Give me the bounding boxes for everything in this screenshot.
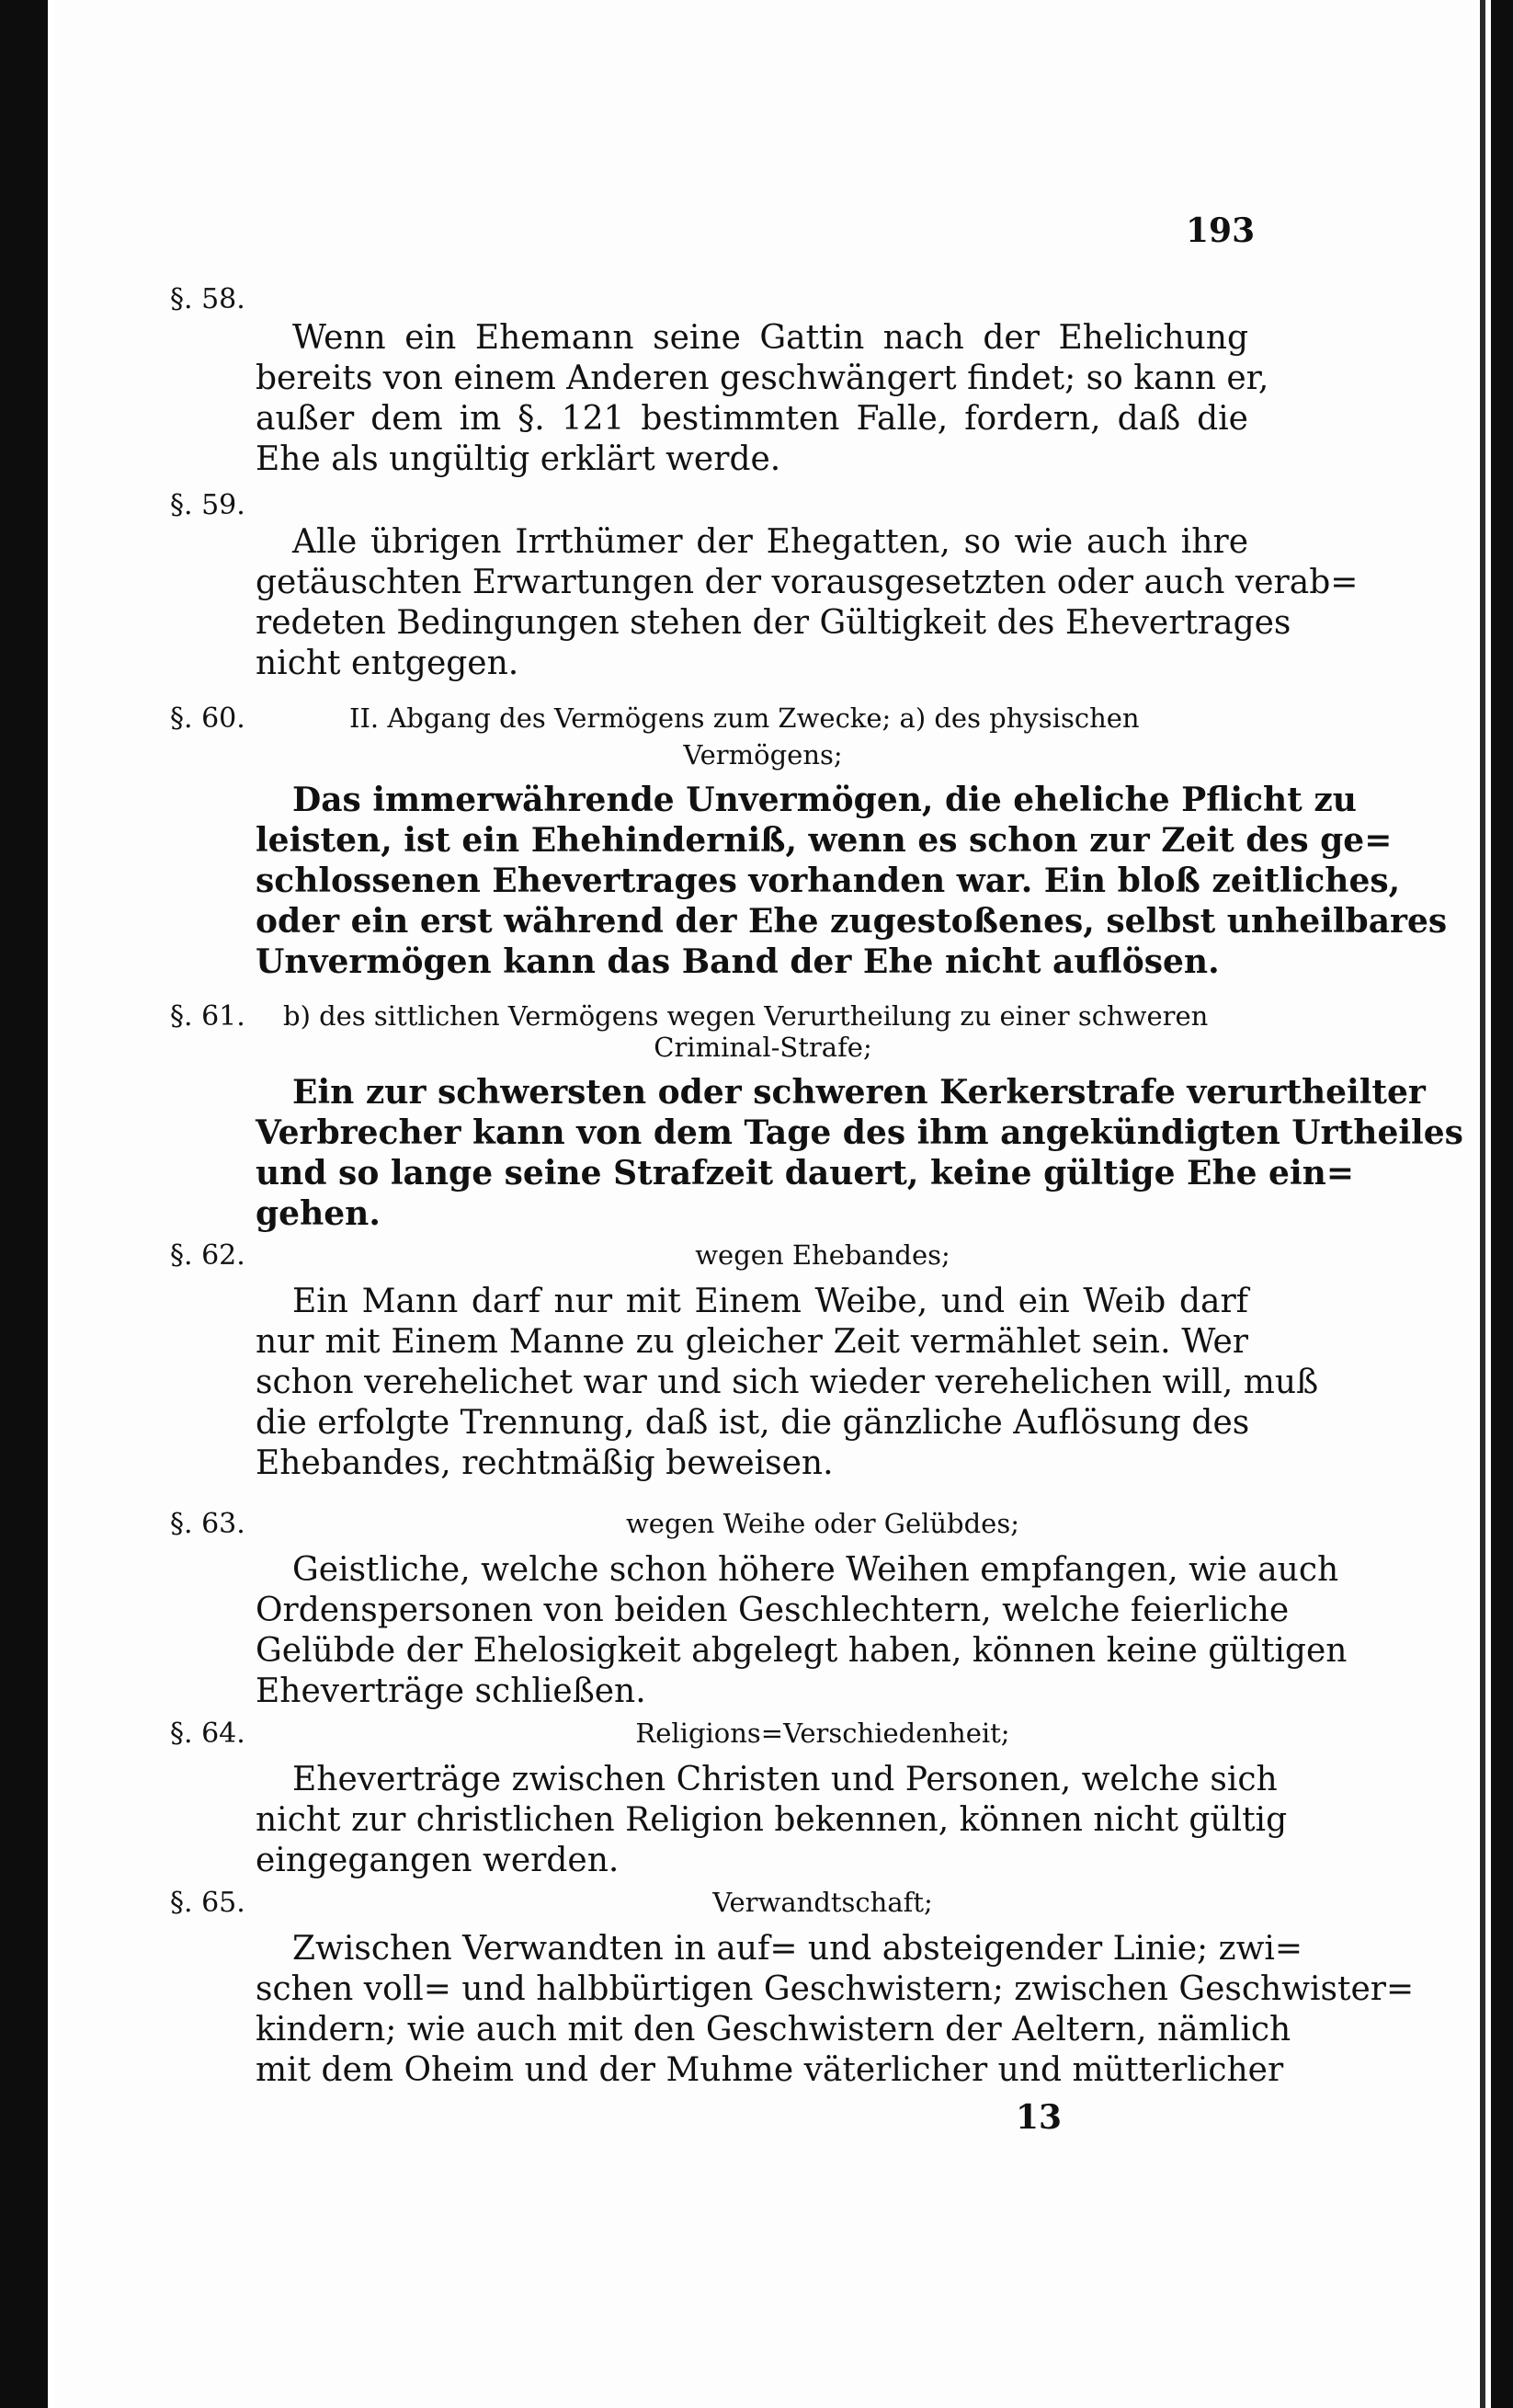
text-line: nicht zur christlichen Religion bekennen, können nicht gültig: [256, 1801, 1288, 1839]
text-line: Ehe als ungültig erklärt werde.: [256, 440, 781, 478]
scan-border-right: [1491, 0, 1513, 2408]
text-line: Alle übrigen Irrthümer der Ehegatten, so wie auch ihre: [292, 523, 1248, 561]
section-heading: II. Abgang des Vermögens zum Zwecke; a) des physischen: [349, 702, 1140, 734]
section-heading: Religions=Verschiedenheit;: [635, 1718, 1010, 1749]
page-number: 193: [1186, 211, 1256, 250]
text-line: bereits von einem Anderen geschwängert findet; so kann er,: [256, 359, 1269, 397]
paragraph-number: §. 63.: [170, 1508, 245, 1540]
paragraph-number: §. 61.: [170, 1000, 245, 1033]
paragraph-number: §. 65.: [170, 1887, 245, 1919]
text-line: Ordenspersonen von beiden Geschlechtern, welche feierliche: [256, 1592, 1290, 1629]
text-line: Wenn ein Ehemann seine Gattin nach der Ehelichung: [292, 319, 1248, 357]
text-line: Zwischen Verwandten in auf= und absteigender Linie; zwi=: [292, 1930, 1303, 1968]
section-heading: wegen Ehebandes;: [695, 1239, 950, 1271]
text-line: kindern; wie auch mit den Geschwistern der Aeltern, nämlich: [256, 2011, 1291, 2049]
text-line: oder ein erst während der Ehe zugestoßenes, selbst unheilbares: [256, 902, 1448, 941]
text-line: nicht entgegen.: [256, 645, 519, 682]
text-line: außer dem im §. 121 bestimmten Falle, fordern, daß die: [256, 400, 1248, 438]
text-line: Eheverträge zwischen Christen und Personen, welche sich: [292, 1761, 1278, 1798]
text-line: eingegangen werden.: [256, 1842, 620, 1879]
section-heading: wegen Weihe oder Gelübdes;: [625, 1508, 1020, 1539]
text-line: schon verehelichet war und sich wieder verehelichen will, muß: [256, 1364, 1319, 1401]
text-line: leisten, ist ein Ehehinderniß, wenn es schon zur Zeit des ge=: [256, 821, 1393, 860]
text-line: getäuschten Erwartungen der vorausgesetzten oder auch verab=: [256, 564, 1359, 601]
text-line: redeten Bedingungen stehen der Gültigkeit des Ehevertrages: [256, 604, 1291, 642]
signature-mark: 13: [1016, 2098, 1063, 2137]
paragraph-number: §. 58.: [170, 283, 245, 315]
text-line: Ein Mann darf nur mit Einem Weibe, und ein Weib darf: [292, 1283, 1248, 1320]
text-line: schen voll= und halbbürtigen Geschwistern; zwischen Geschwister=: [256, 1970, 1415, 2008]
text-line: Geistliche, welche schon höhere Weihen empfangen, wie auch: [292, 1551, 1339, 1589]
text-line: Ehebandes, rechtmäßig beweisen.: [256, 1444, 834, 1482]
paragraph-number: §. 60.: [170, 702, 245, 735]
text-line: die erfolgte Trennung, daß ist, die gänzliche Auflösung des: [256, 1404, 1250, 1442]
section-heading: Verwandtschaft;: [712, 1887, 933, 1918]
text-line: Ein zur schwersten oder schweren Kerkerstrafe verurtheilter: [292, 1073, 1426, 1112]
text-line: Eheverträge schließen.: [256, 1672, 646, 1710]
text-line: schlossenen Ehevertrages vorhanden war. Ein bloß zeitliches,: [256, 862, 1401, 900]
text-line: Gelübde der Ehelosigkeit abgelegt haben, können keine gültigen: [256, 1632, 1348, 1670]
scan-border-left: [0, 0, 48, 2408]
section-heading: Vermögens;: [683, 739, 843, 770]
section-heading: b) des sittlichen Vermögens wegen Verurtheilung zu einer schweren: [283, 1000, 1209, 1032]
text-line: und so lange seine Strafzeit dauert, keine gültige Ehe ein=: [256, 1154, 1354, 1193]
paragraph-number: §. 62.: [170, 1239, 245, 1272]
text-line: Unvermögen kann das Band der Ehe nicht auflösen.: [256, 942, 1220, 981]
text-line: nur mit Einem Manne zu gleicher Zeit vermählet sein. Wer: [256, 1323, 1248, 1361]
text-line: mit dem Oheim und der Muhme väterlicher und mütterlicher: [256, 2051, 1284, 2089]
section-heading: Criminal-Strafe;: [654, 1032, 872, 1063]
scan-border-right-inner: [1480, 0, 1485, 2408]
text-line: Das immerwährende Unvermögen, die eheliche Pflicht zu: [292, 781, 1357, 819]
text-line: gehen.: [256, 1194, 381, 1233]
paragraph-number: §. 64.: [170, 1718, 245, 1750]
paragraph-number: §. 59.: [170, 489, 245, 521]
text-line: Verbrecher kann von dem Tage des ihm angekündigten Urtheiles: [256, 1113, 1463, 1152]
